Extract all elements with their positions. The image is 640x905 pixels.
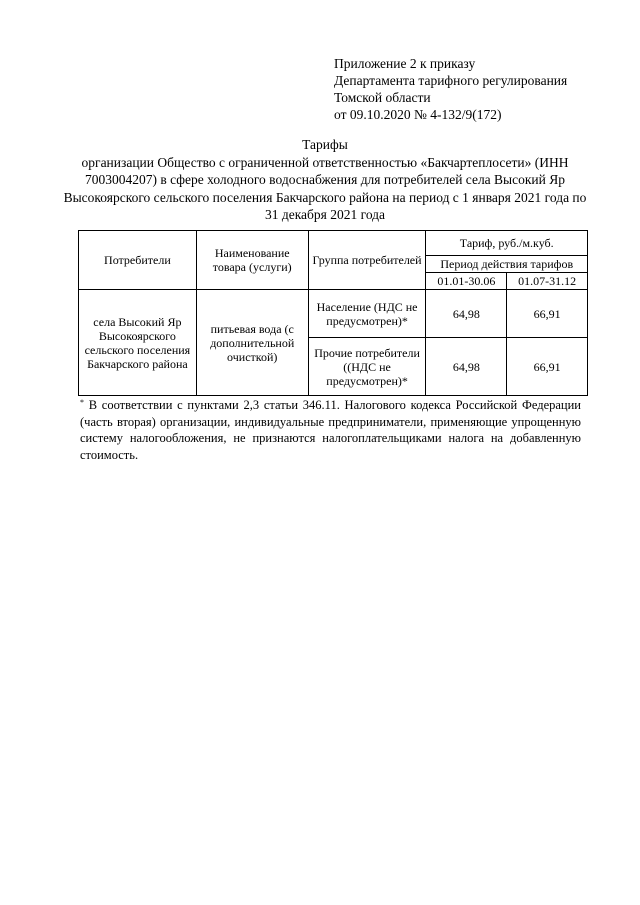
header-period-2: 01.07-31.12: [507, 273, 588, 290]
header-line: от 09.10.2020 № 4-132/9(172): [334, 107, 502, 122]
header-period-1: 01.01-30.06: [426, 273, 507, 290]
header-consumers: Потребители: [79, 231, 197, 290]
footnote: [80, 397, 581, 463]
tariff-value: 66,91: [507, 338, 588, 396]
footnote-text: В соответствии с пунктами 2,3 статьи 346.11. Налогового кодекса Российской Федерации (часть вторая) организации, индивидуальные предприниматели, применяющие упрощенную систему налогообложения, не признаются налогоплательщиками налога на добавленную стоимость.: [80, 398, 581, 462]
product-cell: питьевая вода (с дополнительной очисткой): [196, 290, 308, 396]
footnote-mark: *: [80, 398, 84, 407]
header-product: Наименование товара (услуги): [196, 231, 308, 290]
document-title: [60, 136, 590, 224]
header-line: Приложение 2 к приказу: [334, 56, 476, 71]
consumer-cell: села Высокий Яр Высокоярского сельского поселения Бакчарского района: [79, 290, 197, 396]
tariff-value: 66,91: [507, 290, 588, 338]
header-line: Департамента тарифного регулирования: [334, 73, 568, 88]
header-line: Томской области: [334, 90, 431, 105]
header-period: Период действия тарифов: [426, 256, 588, 273]
group-cell: Прочие потребители ((НДС не предусмотрен)*: [308, 338, 426, 396]
order-reference: [334, 55, 567, 123]
title-heading: Тарифы: [302, 137, 348, 152]
tariff-value: 64,98: [426, 290, 507, 338]
title-text: организации Общество с ограниченной ответственностью «Бакчартеплосети» (ИНН 7003004207) в сфере холодного водоснабжения для потребителей села Высокий Яр Высокоярского сельского поселения Бакчарского района на период с 1 января 2021 года по 31 декабря 2021 года: [63, 154, 587, 222]
tariff-value: 64,98: [426, 338, 507, 396]
table-row: [79, 290, 588, 338]
header-group: Группа потребителей: [308, 231, 426, 290]
tariff-table: [78, 230, 588, 396]
group-cell: Население (НДС не предусмотрен)*: [308, 290, 426, 338]
header-tariff: Тариф, руб./м.куб.: [426, 231, 588, 256]
